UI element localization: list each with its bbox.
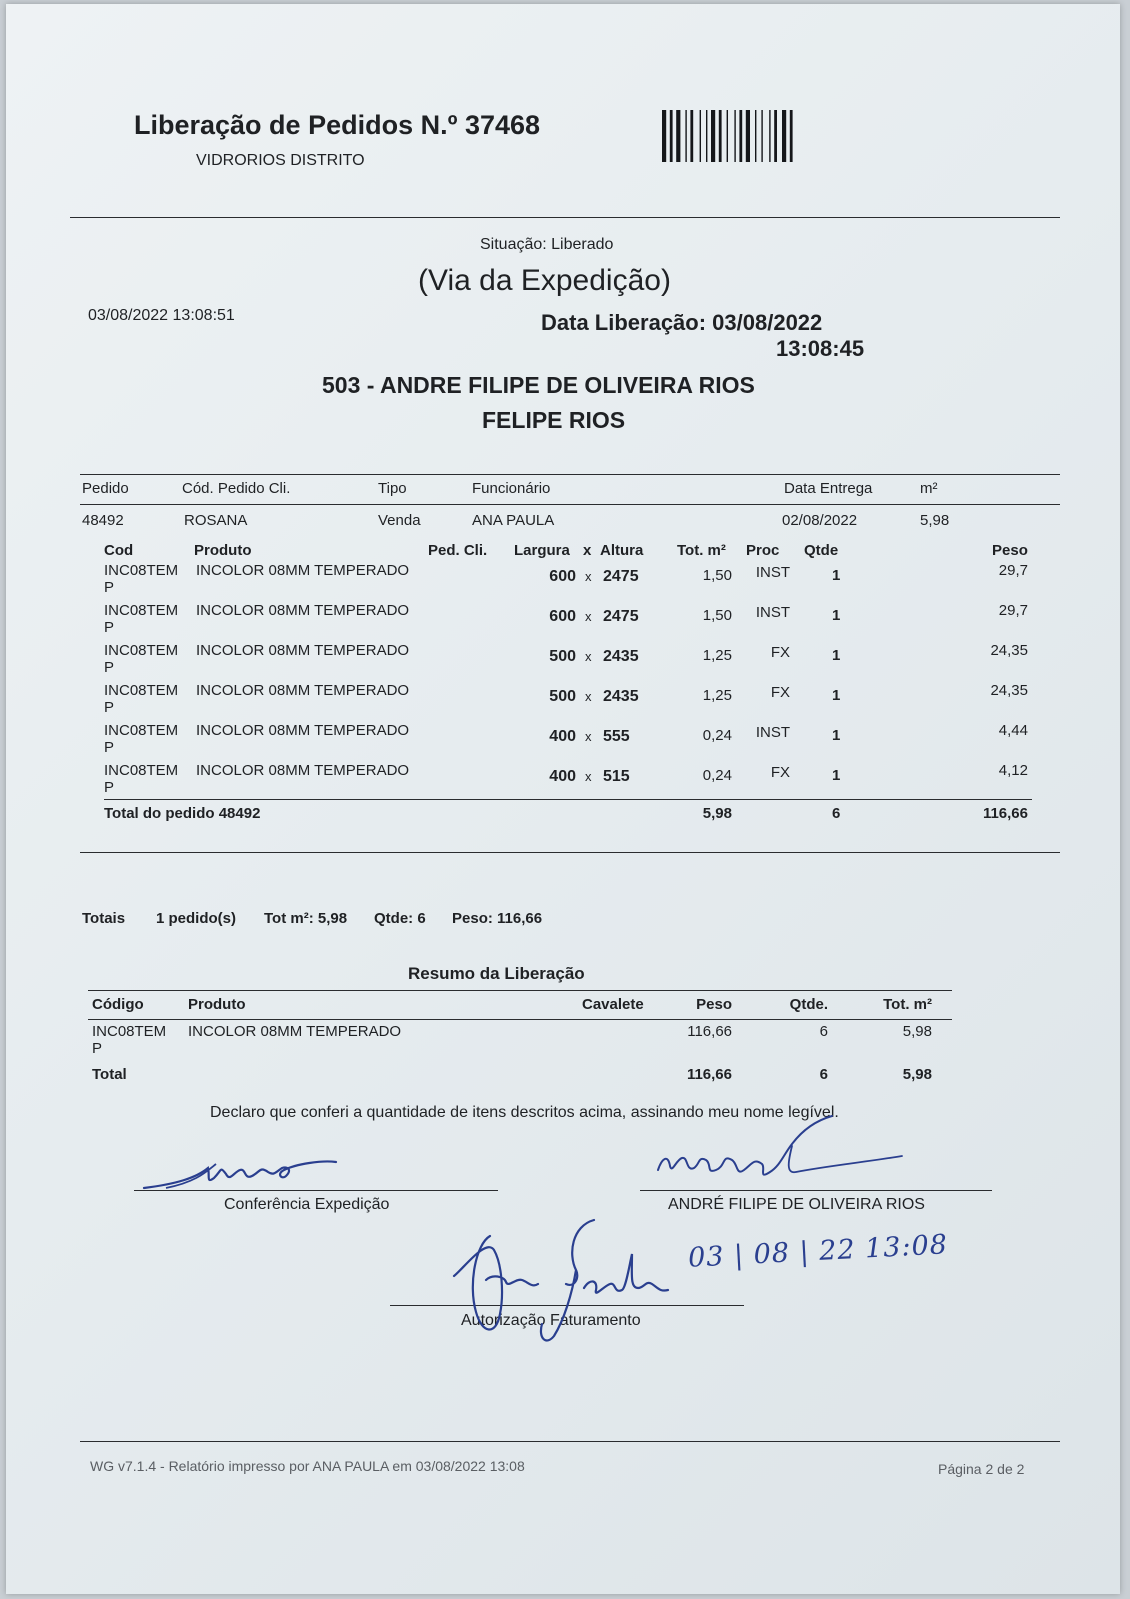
item-x: x	[585, 769, 592, 784]
item-produto: INCOLOR 08MM TEMPERADO	[196, 762, 410, 779]
item-peso: 4,44	[998, 722, 1028, 739]
barcode-bar	[662, 110, 666, 162]
item-cod-line2: P	[104, 659, 115, 676]
item-cod-line1: INC08TEM	[104, 682, 179, 699]
order-total-peso: 116,66	[982, 805, 1028, 822]
item-x: x	[585, 729, 592, 744]
order-delivery-date: 02/08/2022	[782, 512, 858, 529]
col-ped-cli: Ped. Cli.	[428, 542, 488, 559]
item-x: x	[585, 649, 592, 664]
item-peso: 4,12	[998, 762, 1028, 779]
item-qtde: 1	[832, 607, 841, 624]
item-altura: 2475	[603, 608, 639, 625]
item-cod-line2: P	[104, 779, 115, 796]
item-proc: INST	[755, 724, 790, 741]
col-cod: Cod	[104, 542, 134, 559]
item-produto: INCOLOR 08MM TEMPERADO	[196, 602, 410, 619]
summary-col-codigo: Código	[92, 996, 144, 1013]
order-total-label: Total do pedido 48492	[104, 805, 261, 822]
item-qtde: 1	[832, 767, 841, 784]
summary-qtde: 6	[819, 1023, 828, 1040]
summary-total-label: Total	[92, 1066, 127, 1083]
summary-produto: INCOLOR 08MM TEMPERADO	[188, 1023, 402, 1040]
summary-title: Resumo da Liberação	[408, 964, 585, 983]
summary-col-tot-m2: Tot. m²	[883, 996, 932, 1013]
item-largura: 500	[549, 648, 576, 665]
summary-cod-line1: INC08TEM	[92, 1023, 167, 1040]
item-cod-line1: INC08TEM	[104, 722, 179, 739]
item-cod-line1: INC08TEM	[104, 562, 179, 579]
item-proc: FX	[770, 644, 790, 661]
item-tot-m2: 0,24	[702, 767, 732, 784]
barcode-bar	[685, 110, 686, 162]
barcode-bar	[711, 110, 715, 162]
print-datetime: 03/08/2022 13:08:51	[88, 307, 235, 324]
item-largura: 500	[549, 688, 576, 705]
item-cod-line2: P	[104, 699, 115, 716]
order-section-divider	[80, 852, 1060, 853]
barcode-bar	[774, 110, 777, 162]
client-alias: FELIPE RIOS	[482, 407, 626, 433]
item-tot-m2: 1,25	[702, 647, 732, 664]
totals-pedidos: 1 pedido(s)	[156, 910, 237, 927]
item-produto: INCOLOR 08MM TEMPERADO	[196, 562, 410, 579]
item-tot-m2: 0,24	[702, 727, 732, 744]
signature-label-cliente: ANDRÉ FILIPE DE OLIVEIRA RIOS	[668, 1196, 925, 1213]
order-header-bottom-line	[80, 504, 1060, 505]
barcode-bar	[746, 110, 750, 162]
barcode-image	[662, 110, 838, 162]
col-funcionario: Funcionário	[472, 480, 551, 497]
order-type: Venda	[378, 512, 421, 529]
item-proc: FX	[770, 684, 790, 701]
col-altura: Altura	[600, 542, 644, 559]
col-largura: Largura	[514, 542, 570, 559]
item-x: x	[585, 569, 592, 584]
item-largura: 600	[549, 568, 576, 585]
item-x: x	[585, 689, 592, 704]
summary-col-qtde: Qtde.	[789, 996, 828, 1013]
barcode-bar	[727, 110, 728, 162]
order-total-m2: 5,98	[702, 805, 732, 822]
order-total-qtde: 6	[832, 805, 841, 822]
summary-total-qtde: 6	[819, 1066, 828, 1083]
order-number: 48492	[82, 512, 124, 529]
signature-label-expedicao: Conferência Expedição	[224, 1196, 390, 1213]
header-divider	[70, 217, 1060, 218]
order-client-code: ROSANA	[184, 512, 248, 529]
col-m2: m²	[920, 480, 938, 497]
item-qtde: 1	[832, 567, 841, 584]
summary-col-produto: Produto	[188, 996, 246, 1013]
item-produto: INCOLOR 08MM TEMPERADO	[196, 642, 410, 659]
summary-top-line	[88, 990, 952, 991]
col-produto: Produto	[194, 542, 252, 559]
summary-total-peso: 116,66	[686, 1066, 732, 1083]
handwritten-date: 03 | 08 | 22 13:08	[687, 1229, 949, 1274]
client-name: 503 - ANDRE FILIPE DE OLIVEIRA RIOS	[322, 372, 755, 398]
item-tot-m2: 1,50	[702, 607, 732, 624]
summary-tot-m2: 5,98	[902, 1023, 932, 1040]
col-peso: Peso	[992, 542, 1028, 559]
item-cod-line1: INC08TEM	[104, 602, 179, 619]
barcode-bar	[706, 110, 707, 162]
barcode-bar	[670, 110, 673, 162]
item-produto: INCOLOR 08MM TEMPERADO	[196, 682, 410, 699]
item-tot-m2: 1,50	[702, 567, 732, 584]
company-name: VIDRORIOS DISTRITO	[196, 152, 365, 169]
item-produto: INCOLOR 08MM TEMPERADO	[196, 722, 410, 739]
item-peso: 24,35	[990, 642, 1028, 659]
declaration-text: Declaro que conferi a quantidade de itens descritos acima, assinando meu nome legível.	[210, 1104, 839, 1121]
barcode-bar	[769, 110, 770, 162]
item-largura: 600	[549, 608, 576, 625]
barcode-bar	[782, 110, 786, 162]
summary-peso: 116,66	[687, 1023, 732, 1040]
signature-label-faturamento: Autorização Faturamento	[461, 1312, 641, 1329]
col-tipo: Tipo	[378, 480, 407, 497]
totals-qtde: Qtde: 6	[374, 910, 426, 927]
barcode-bar	[790, 110, 793, 162]
barcode-bar	[761, 110, 762, 162]
summary-header-line	[88, 1019, 952, 1020]
via-label: (Via da Expedição)	[418, 264, 671, 297]
item-altura: 515	[603, 768, 630, 785]
item-qtde: 1	[832, 647, 841, 664]
barcode-bar	[719, 110, 722, 162]
barcode-bar	[739, 110, 742, 162]
item-peso: 29,7	[998, 602, 1028, 619]
footer-divider	[80, 1441, 1060, 1442]
barcode-bar	[676, 110, 680, 162]
item-cod-line2: P	[104, 739, 115, 756]
col-tot-m2: Tot. m²	[677, 542, 726, 559]
item-qtde: 1	[832, 687, 841, 704]
item-proc: INST	[755, 564, 790, 581]
summary-col-peso: Peso	[696, 996, 732, 1013]
document-title: Liberação de Pedidos N.º 37468	[134, 110, 541, 140]
item-cod-line1: INC08TEM	[104, 642, 179, 659]
release-date: Data Liberação: 03/08/2022	[541, 310, 823, 335]
item-tot-m2: 1,25	[702, 687, 732, 704]
document-page	[6, 4, 1120, 1594]
totals-peso: Peso: 116,66	[452, 910, 543, 927]
totals-label: Totais	[82, 910, 126, 927]
col-x: x	[583, 542, 592, 559]
barcode-bar	[700, 110, 701, 162]
col-cod-pedido-cli: Cód. Pedido Cli.	[182, 480, 291, 497]
order-employee: ANA PAULA	[472, 512, 555, 529]
item-altura: 2435	[603, 688, 639, 705]
order-m2: 5,98	[920, 512, 950, 529]
item-peso: 24,35	[990, 682, 1028, 699]
barcode-bar	[734, 110, 735, 162]
totals-m2: Tot m²: 5,98	[264, 910, 348, 927]
item-altura: 2475	[603, 568, 639, 585]
barcode-bar	[690, 110, 693, 162]
item-proc: INST	[755, 604, 790, 621]
order-header-top-line	[80, 474, 1060, 475]
summary-total-tot-m2: 5,98	[902, 1066, 932, 1083]
col-data-entrega: Data Entrega	[784, 480, 873, 497]
summary-col-cavalete: Cavalete	[582, 996, 644, 1013]
item-largura: 400	[549, 728, 576, 745]
item-largura: 400	[549, 768, 576, 785]
item-altura: 2435	[603, 648, 639, 665]
item-cod-line2: P	[104, 619, 115, 636]
item-altura: 555	[603, 728, 630, 745]
col-pedido: Pedido	[82, 480, 129, 497]
item-qtde: 1	[832, 727, 841, 744]
item-proc: FX	[770, 764, 790, 781]
status-text: Situação: Liberado	[480, 236, 614, 253]
col-proc: Proc	[746, 542, 780, 559]
item-cod-line2: P	[104, 579, 115, 596]
item-cod-line1: INC08TEM	[104, 762, 179, 779]
summary-cod-line2: P	[92, 1040, 103, 1057]
footer-page-number: Página 2 de 2	[938, 1461, 1025, 1477]
release-time: 13:08:45	[776, 336, 865, 361]
item-x: x	[585, 609, 592, 624]
barcode-bar	[755, 110, 756, 162]
footer-printed-by: WG v7.1.4 - Relatório impresso por ANA PAULA em 03/08/2022 13:08	[90, 1458, 525, 1474]
col-qtde: Qtde	[804, 542, 839, 559]
items-total-line	[104, 799, 1032, 800]
item-peso: 29,7	[998, 562, 1028, 579]
